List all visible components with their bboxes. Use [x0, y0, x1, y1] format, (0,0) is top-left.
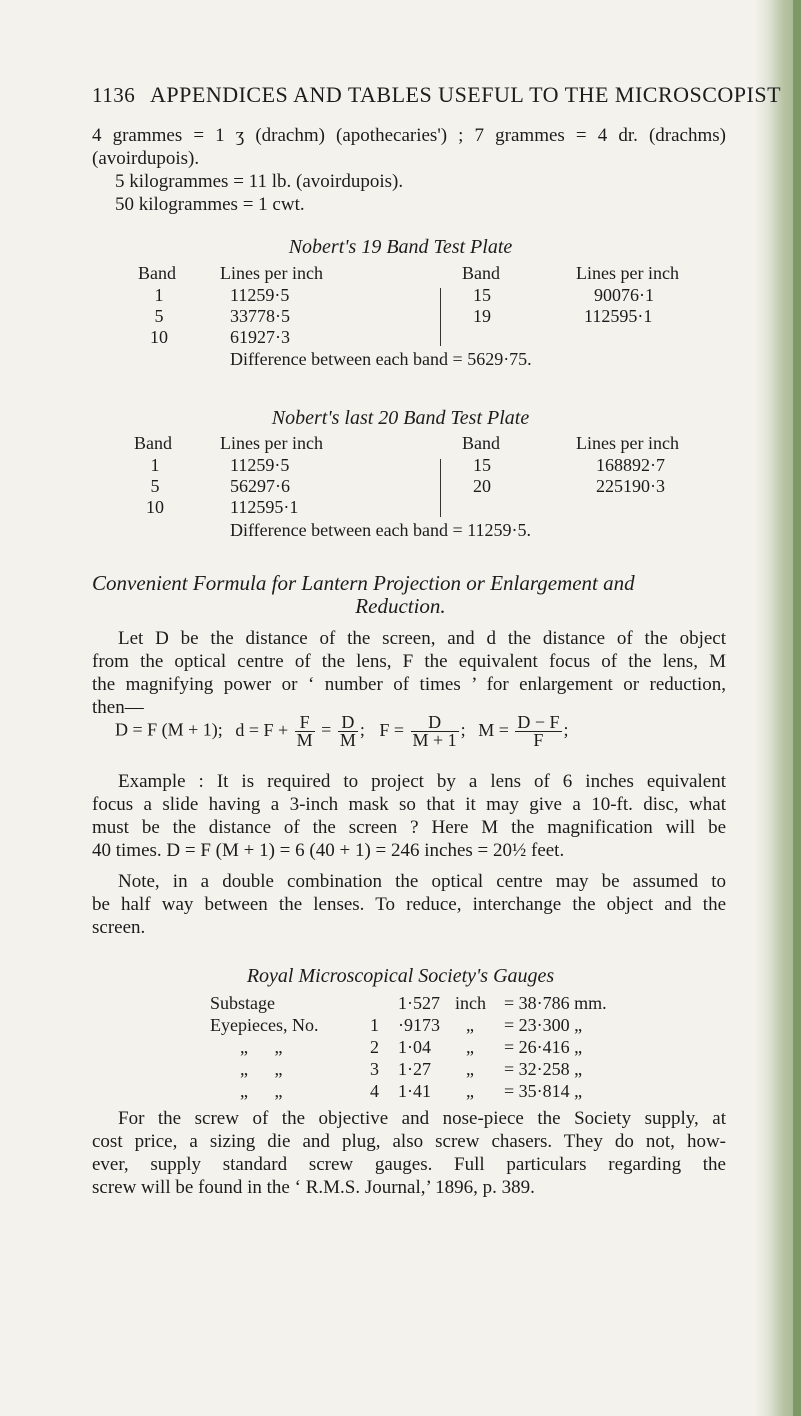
formula-2-prefix: d = F + — [235, 719, 289, 740]
intro-line-1: 4 grammes = 1 ʒ (drachm) (apothecaries') ; 7 grammes = 4 dr. (drachms) — [92, 125, 726, 146]
gauge-label: „ „ — [240, 1081, 283, 1101]
running-head — [92, 82, 781, 108]
table1-lines: 33778·5 — [230, 306, 290, 326]
gauge-label: „ „ — [240, 1037, 283, 1057]
table2-header-lines: Lines per inch — [220, 433, 323, 453]
gauge-inch: 1·27 — [398, 1059, 431, 1079]
formula-1: D = F (M + 1); — [115, 719, 223, 740]
denominator: M — [339, 730, 356, 750]
denominator: M — [296, 730, 313, 750]
formula-3-prefix: F = — [379, 719, 405, 740]
gauge-label: Substage — [210, 993, 275, 1013]
gauge-unit: „ — [466, 1015, 474, 1035]
table2-lines-right: 168892·7 — [596, 455, 665, 475]
formula-block: D = F (M + 1); d = F + $\frac{F}{M}$ = $\frac{D}{M}$ ; F = $\frac{D}{M + 1}$ ; M = $\frac{D - F}{F}$ ; — [115, 712, 569, 750]
gauge-unit: „ — [466, 1059, 474, 1079]
gauges-para-line-2: cost price, a sizing die and plug, also screw chasers. They do not, how- — [92, 1131, 726, 1152]
gauge-no: 1 — [370, 1015, 379, 1035]
gauge-no: 2 — [370, 1037, 379, 1057]
table2-band-right: 20 — [473, 476, 491, 496]
table1-band: 1 — [154, 285, 164, 305]
fraction — [515, 714, 561, 749]
denominator: F — [533, 730, 544, 750]
fraction — [338, 714, 358, 749]
table2-lines: 112595·1 — [230, 497, 299, 517]
fraction — [295, 714, 315, 749]
para1-line-4: then— — [92, 697, 144, 718]
gauges-para-line-1: For the screw of the objective and nose-piece the Society supply, at — [118, 1108, 726, 1129]
gauge-mm: = 38·786 mm. — [504, 993, 607, 1013]
formula-4-prefix: M = — [478, 719, 509, 740]
table2-header-band-2: Band — [462, 433, 500, 453]
page-number: 1136 — [92, 83, 136, 107]
table2-band-right: 15 — [473, 455, 491, 475]
running-title: APPENDICES AND TABLES USEFUL TO THE MICROSCOPIST — [150, 82, 782, 107]
table1-lines-right: 90076·1 — [594, 285, 654, 305]
table2-divider — [440, 459, 441, 517]
table1-lines: 11259·5 — [230, 285, 290, 305]
note-line-2: be half way between the lenses. To reduce, interchange the object and the — [92, 894, 726, 915]
table1-lines: 61927·3 — [230, 327, 290, 347]
table1-header-band: Band — [138, 263, 176, 283]
table1-band: 10 — [150, 327, 168, 347]
gauge-label: „ „ — [240, 1059, 283, 1079]
intro-line-4: 50 kilogrammes = 1 cwt. — [115, 194, 305, 215]
table1-header-lines: Lines per inch — [220, 263, 323, 283]
page-edge-binding — [793, 0, 801, 1416]
table1-header-lines-2: Lines per inch — [576, 263, 679, 283]
table1-band-right: 19 — [473, 306, 491, 326]
para1-line-1: Let D be the distance of the screen, and d the distance of the object — [118, 628, 726, 649]
table1-header-band-2: Band — [462, 263, 500, 283]
para1-line-3: the magnifying power or ‘ number of times ’ for enlargement or reduction, — [92, 674, 726, 695]
example-line-4: 40 times. D = F (M + 1) = 6 (40 + 1) = 246 inches = 20½ feet. — [92, 840, 565, 861]
table2-band: 1 — [150, 455, 160, 475]
gauge-mm: = 35·814 „ — [504, 1081, 583, 1101]
fraction — [411, 714, 459, 749]
example-line-3: must be the distance of the screen ? Here M the magnification will be — [92, 817, 726, 838]
formula-heading-cont: Reduction. — [355, 594, 446, 618]
gauges-para-line-3: ever, supply standard screw gauges. Full particulars regarding the — [92, 1154, 726, 1175]
numerator: D − F — [517, 712, 560, 732]
gauge-mm: = 23·300 „ — [504, 1015, 583, 1035]
gauges-para-line-4: screw will be found in the ‘ R.M.S. Journal,’ 1896, p. 389. — [92, 1177, 535, 1198]
gauges-title: Royal Microscopical Society's Gauges — [246, 965, 555, 987]
gauge-inch: ·9173 — [398, 1015, 440, 1035]
table1-band: 5 — [154, 306, 164, 326]
denominator: M + 1 — [412, 730, 457, 750]
gauge-mm: = 26·416 „ — [504, 1037, 583, 1057]
numerator: D — [338, 714, 358, 732]
gauge-mm: = 32·258 „ — [504, 1059, 583, 1079]
table2-difference: Difference between each band = 11259·5. — [230, 520, 532, 540]
intro-line-3: 5 kilogrammes = 11 lb. (avoirdupois). — [115, 171, 404, 192]
numerator: F — [295, 714, 315, 732]
table2-band: 5 — [150, 476, 160, 496]
table2-title: Nobert's last 20 Band Test Plate — [271, 407, 530, 429]
note-line-3: screen. — [92, 917, 146, 938]
table2-lines-right: 225190·3 — [596, 476, 665, 496]
table2-lines: 56297·6 — [230, 476, 290, 496]
table1-title: Nobert's 19 Band Test Plate — [288, 236, 513, 258]
gauge-inch: 1·04 — [398, 1037, 431, 1057]
gauge-unit: inch — [455, 993, 486, 1013]
table2-lines: 11259·5 — [230, 455, 290, 475]
table2-header-lines-2: Lines per inch — [576, 433, 679, 453]
note-line-1: Note, in a double combination the optical centre may be assumed to — [118, 871, 726, 892]
table2-band: 10 — [146, 497, 164, 517]
table1-lines-right: 112595·1 — [584, 306, 653, 326]
example-line-2: focus a slide having a 3-inch mask so that it may give a 10-ft. disc, what — [92, 794, 726, 815]
gauge-label: Eyepieces, No. — [210, 1015, 319, 1035]
formula-heading: Convenient Formula for Lantern Projection or Enlargement and — [92, 571, 635, 595]
example-line-1: Example : It is required to project by a lens of 6 inches equivalent — [118, 771, 726, 792]
numerator: D — [411, 714, 459, 732]
gauge-inch: 1·41 — [398, 1081, 431, 1101]
gauge-unit: „ — [466, 1081, 474, 1101]
para1-line-2: from the optical centre of the lens, F the equivalent focus of the lens, M — [92, 651, 726, 672]
gauge-no: 4 — [370, 1081, 379, 1101]
table1-band-right: 15 — [473, 285, 491, 305]
intro-line-2: (avoirdupois). — [92, 148, 200, 169]
gauge-inch: 1·527 — [398, 993, 440, 1013]
gauge-unit: „ — [466, 1037, 474, 1057]
table2-header-band: Band — [134, 433, 172, 453]
table1-divider — [440, 288, 441, 346]
table1-difference: Difference between each band = 5629·75. — [230, 349, 532, 369]
gauge-no: 3 — [370, 1059, 379, 1079]
